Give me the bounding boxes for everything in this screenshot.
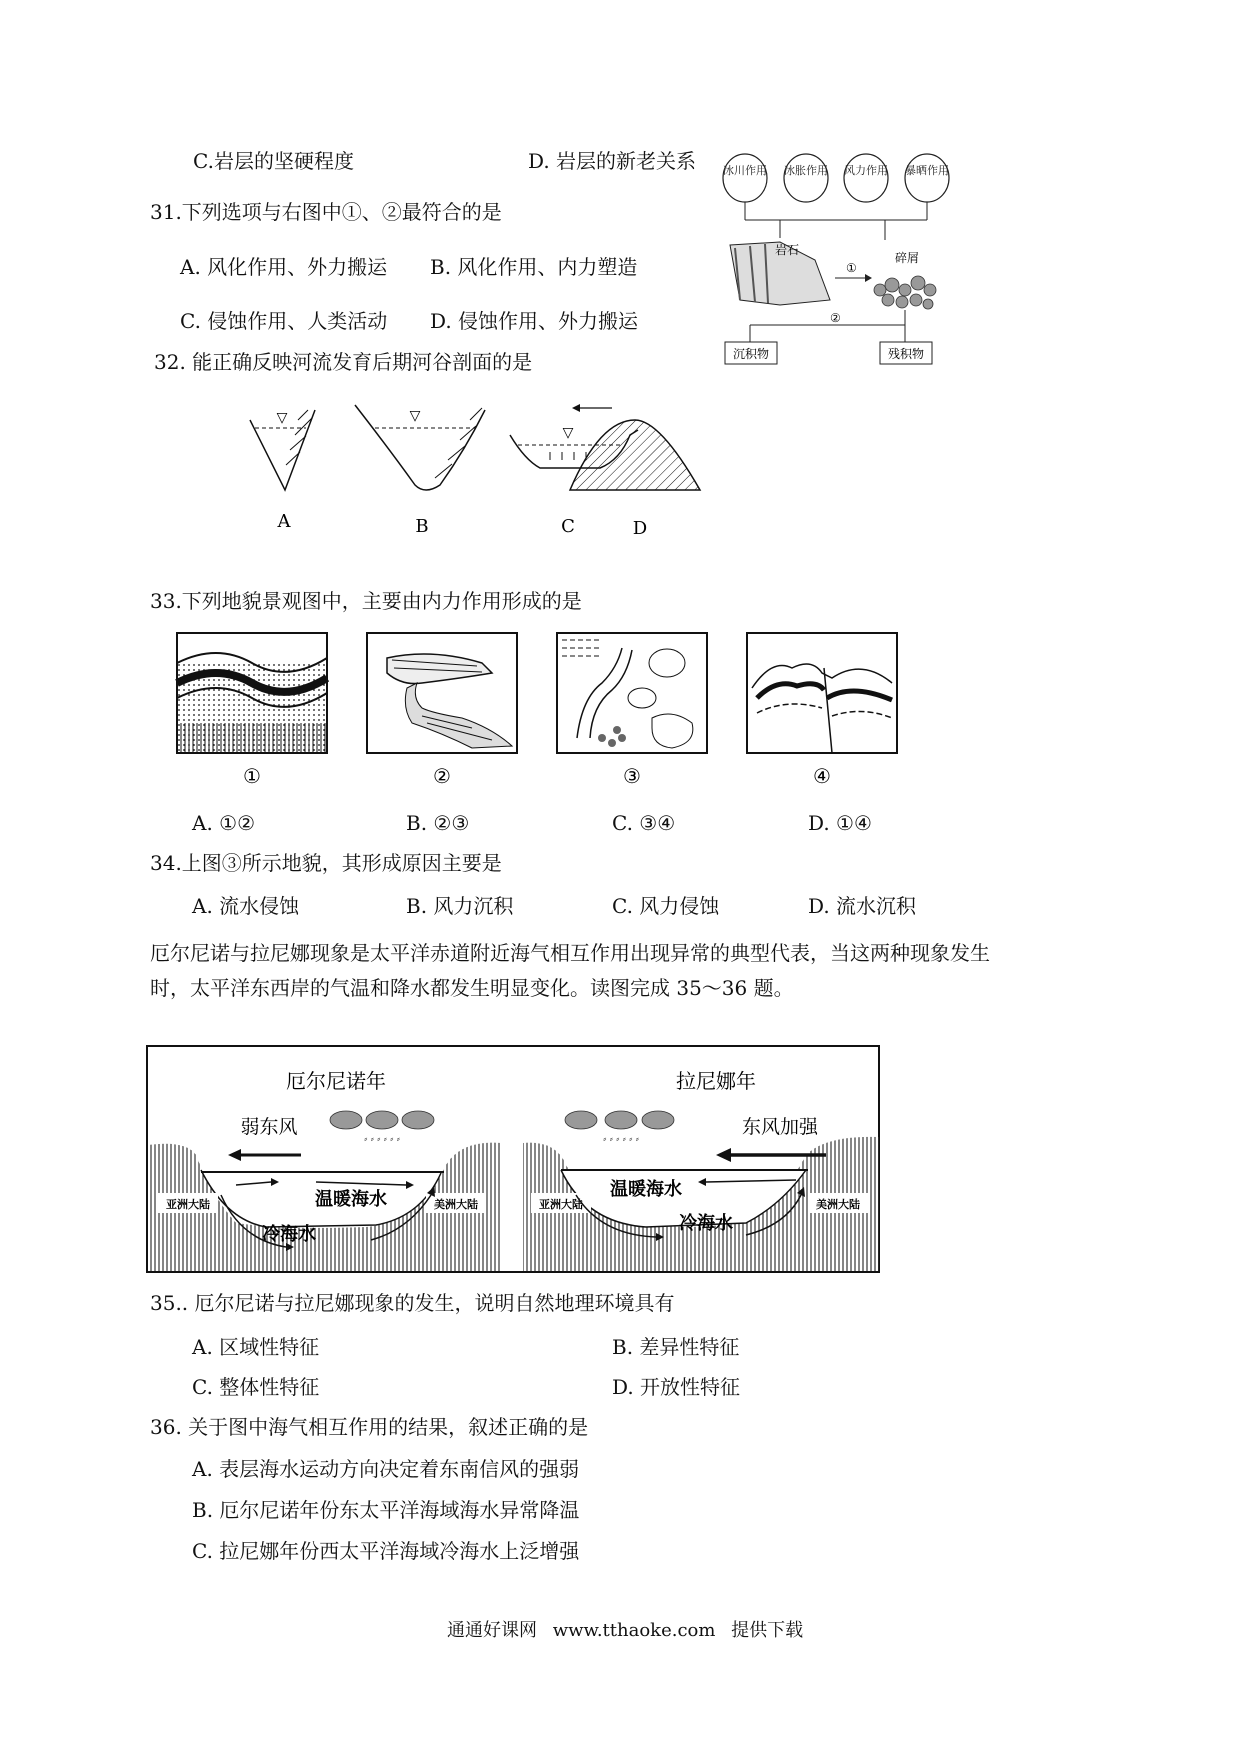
footer-url[interactable]: www.tthaoke.com [552, 1620, 716, 1641]
footer-site: 通通好课网 [447, 1620, 537, 1641]
q33-option-c: C. ③④ [612, 811, 676, 835]
la-nina-cold-water: 冷海水 [679, 1213, 733, 1234]
q34-option-c: C. 风力侵蚀 [612, 894, 720, 918]
landform-4-label: ④ [813, 764, 831, 788]
el-nino-title: 厄尔尼诺年 [286, 1069, 386, 1093]
box-label-frost: 冰胀作用 [784, 164, 828, 177]
q34-option-a: A. 流水侵蚀 [192, 894, 300, 918]
q30-option-c: C.岩层的坚硬程度 [193, 149, 354, 173]
profile-b [355, 405, 485, 537]
weathering-diagram [720, 150, 970, 380]
q35-option-b: B. 差异性特征 [612, 1335, 740, 1359]
el-nino-land-east: 美洲大陆 [434, 1198, 478, 1211]
svg-text:▽: ▽ [562, 425, 574, 441]
intro-line-2: 时，太平洋东西岸的气温和降水都发生明显变化。读图完成 35～36 题。 [150, 976, 794, 1000]
footer [447, 1616, 803, 1642]
el-nino-land-west: 亚洲大陆 [166, 1198, 210, 1211]
q36-option-c: C. 拉尼娜年份西太平洋海域冷海水上泛增强 [192, 1539, 580, 1563]
landform-4 [747, 633, 897, 788]
landform-2 [367, 633, 517, 788]
q36-stem: 36. 关于图中海气相互作用的结果，叙述正确的是 [150, 1415, 589, 1439]
sediment-box-label: 沉积物 [732, 347, 770, 361]
debris-label: 碎屑 [895, 251, 920, 265]
q35-option-d: D. 开放性特征 [612, 1375, 741, 1399]
landform-figures [172, 628, 942, 798]
svg-text:▽: ▽ [276, 410, 288, 426]
intro-line-1: 厄尔尼诺与拉尼娜现象是太平洋赤道附近海气相互作用出现异常的典型代表，当这两种现象发生 [150, 941, 990, 965]
q34-option-d: D. 流水沉积 [808, 894, 917, 918]
svg-text:⸗ ⸗ ⸗ ⸗ ⸗ ⸗: ⸗ ⸗ ⸗ ⸗ ⸗ ⸗ [364, 1134, 400, 1145]
profile-a [250, 410, 315, 532]
valley-profiles [240, 390, 800, 550]
svg-text:▽: ▽ [409, 408, 421, 424]
q33-option-d: D. ①④ [808, 811, 872, 835]
q30-option-d: D. 岩层的新老关系 [528, 149, 697, 173]
el-nino-cold-water: 冷海水 [262, 1224, 316, 1245]
enso-diagram [146, 1045, 880, 1273]
landform-1 [177, 633, 327, 788]
box-label-wind: 风力作用 [844, 164, 888, 177]
q34-stem: 34.上图③所示地貌，其形成原因主要是 [150, 851, 502, 875]
la-nina-title: 拉尼娜年 [676, 1069, 756, 1093]
el-nino-wind-label: 弱东风 [240, 1116, 298, 1138]
profile-d-label: D [632, 518, 648, 539]
profile-b-label: B [415, 516, 429, 537]
la-nina-wind-label: 东风加强 [741, 1116, 819, 1138]
q32-stem: 32. 能正确反映河流发育后期河谷剖面的是 [154, 350, 533, 374]
q36-option-a: A. 表层海水运动方向决定着东南信风的强弱 [192, 1457, 580, 1481]
q33-option-b: B. ②③ [406, 811, 470, 835]
box-label-sun: 暴晒作用 [905, 164, 949, 177]
q34-option-b: B. 风力沉积 [406, 894, 514, 918]
landform-3-label: ③ [623, 764, 641, 788]
landform-1-label: ① [243, 764, 261, 788]
residue-box-label: 残积物 [887, 347, 925, 361]
la-nina-land-east: 美洲大陆 [816, 1198, 860, 1211]
box-label-glacier: 冰川作用 [723, 164, 767, 177]
profile-a-label: A [277, 511, 291, 532]
la-nina-warm-water: 温暖海水 [610, 1179, 682, 1200]
footer-note: 提供下载 [731, 1620, 804, 1641]
q31-option-c: C. 侵蚀作用、人类活动 [180, 309, 388, 333]
rock-label: 岩石 [775, 243, 800, 257]
svg-text:⸗ ⸗ ⸗ ⸗ ⸗ ⸗: ⸗ ⸗ ⸗ ⸗ ⸗ ⸗ [603, 1134, 639, 1145]
profile-d [570, 404, 700, 539]
q35-option-c: C. 整体性特征 [192, 1375, 320, 1399]
la-nina-land-west: 亚洲大陆 [539, 1198, 583, 1211]
q33-option-a: A. ①② [192, 811, 256, 835]
q35-stem: 35.. 厄尔尼诺与拉尼娜现象的发生，说明自然地理环境具有 [150, 1291, 675, 1315]
q31-stem: 31.下列选项与右图中①、②最符合的是 [150, 200, 502, 224]
q36-option-b: B. 厄尔尼诺年份东太平洋海域海水异常降温 [192, 1498, 580, 1522]
q31-option-d: D. 侵蚀作用、外力搬运 [430, 309, 639, 333]
mark-2: ② [830, 311, 841, 325]
q31-option-b: B. 风化作用、内力塑造 [430, 255, 638, 279]
landform-2-label: ② [433, 764, 451, 788]
q33-stem: 33.下列地貌景观图中，主要由内力作用形成的是 [150, 589, 582, 613]
profile-c-label: C [561, 516, 575, 537]
landform-3 [557, 633, 707, 788]
el-nino-warm-water: 温暖海水 [315, 1189, 387, 1210]
q31-option-a: A. 风化作用、外力搬运 [180, 255, 388, 279]
q35-option-a: A. 区域性特征 [192, 1335, 320, 1359]
mark-1: ① [846, 261, 857, 275]
